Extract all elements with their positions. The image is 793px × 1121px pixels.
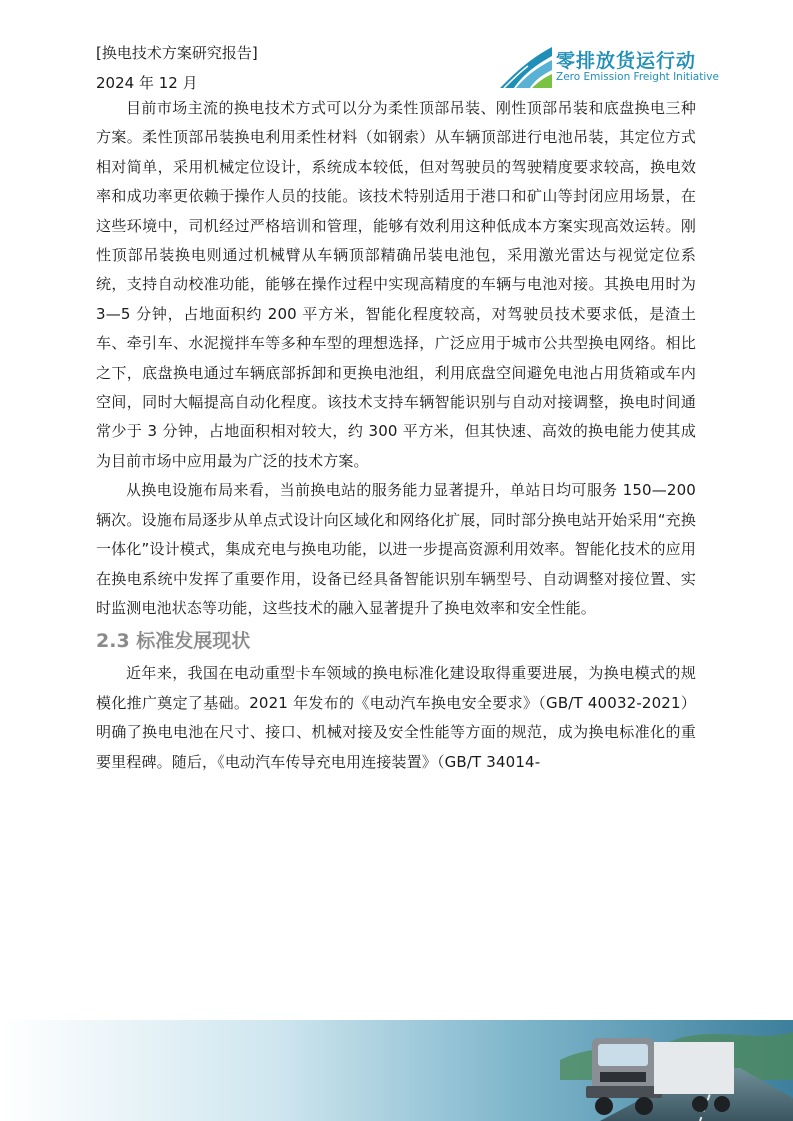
body-paragraph: 从换电设施布局来看，当前换电站的服务能力显著提升，单站日均可服务 150—200 辆次。设施布局逐步从单点式设计向区域化和网络化扩展，同时部分换电站开始采用“充换一体化”设计模式，集成充电与换电功能，以进一步提高资源利用效率。智能化技术的应用在换电系统中发挥了重要作用，设备已经具备智能识别车辆型号、自动调整对接位置、实时监测电池状态等功能，这些技术的融入显著提升了换电效率和安全性能。 [96, 481, 696, 617]
logo-name-cn: 零排放货运行动 [556, 50, 697, 72]
logo-name-en: Zero Emission Freight Initiative [556, 71, 719, 83]
road-swoosh-logo-icon [498, 44, 554, 90]
section-paragraph: 近年来，我国在电动重型卡车领域的换电标准化建设取得重要进展，为换电模式的规模化推广奠定了基础。2021 年发布的《电动汽车换电安全要求》（GB/T 40032-2021）明确了换电电池在尺寸、接口、机械对接及安全性能等方面的规范，成为换电标准化的重要里程碑。随后，《电动汽车传导充电用连接装置》（GB/T 34014- [96, 664, 696, 771]
body-paragraph: 目前市场主流的换电技术方式可以分为柔性顶部吊装、刚性顶部吊装和底盘换电三种方案。柔性顶部吊装换电利用柔性材料（如钢索）从车辆顶部进行电池吊装，其定位方式相对简单，采用机械定位设计，系统成本较低，但对驾驶员的驾驶精度要求较高，换电效率和成功率更依赖于操作人员的技能。该技术特别适用于港口和矿山等封闭应用场景，在这些环境中，司机经过严格培训和管理，能够有效利用这种低成本方案实现高效运转。刚性顶部吊装换电则通过机械臂从车辆顶部精确吊装电池包，采用激光雷达与视觉定位系统，支持自动校准功能，能够在操作过程中实现高精度的车辆与电池对接。其换电用时为 3—5 分钟，占地面积约 200 平方米，智能化程度较高，对驾驶员技术要求低，是渣土车、牵引车、水泥搅拌车等多种车型的理想选择，广泛应用于城市公共型换电网络。相比之下，底盘换电通过车辆底部拆卸和更换电池组，利用底盘空间避免电池占用货箱或车内空间，同时大幅提高自动化程度。该技术支持车辆智能识别与自动对接调整，换电时间通常少于 3 分钟，占地面积相对较大，约 300 平方米，但其快速、高效的换电能力使其成为目前市场中应用最为广泛的技术方案。 [96, 99, 696, 470]
section-heading: 2.3 标准发展现状 [96, 630, 251, 653]
report-date: 2024 年 12 月 [96, 74, 198, 92]
truck-on-highway-banner [0, 1020, 793, 1121]
main-content [96, 94, 696, 777]
zefi-logo [498, 44, 719, 92]
page-header [96, 38, 258, 98]
report-title: [换电技术方案研究报告] [96, 44, 258, 62]
